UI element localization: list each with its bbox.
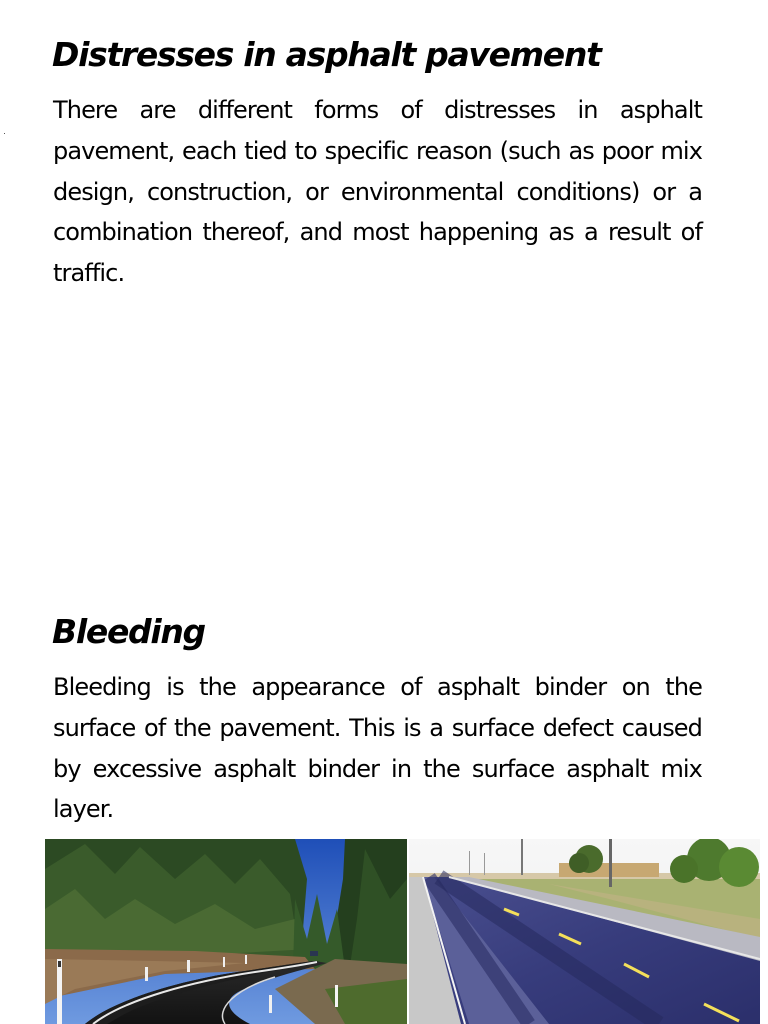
- straight-bleeding-road-photo: [409, 839, 760, 1024]
- stray-mark: [4, 133, 5, 134]
- section-body-distresses: There are different forms of distresses in asphalt pavement, each tied to specific reason (such as poor mix design, construction, or environmental conditions) or a combination thereof, and most happening as a result of traffic.: [53, 96, 702, 288]
- section-title-bleeding: Bleeding: [52, 612, 205, 651]
- curving-forest-road-photo: [45, 839, 407, 1024]
- section-title-distresses: Distresses in asphalt pavement: [52, 35, 601, 74]
- section-body-bleeding: Bleeding is the appearance of asphalt binder on the surface of the pavement. This is a surface defect caused by excessive asphalt binder in the surface asphalt mix layer.: [53, 673, 702, 824]
